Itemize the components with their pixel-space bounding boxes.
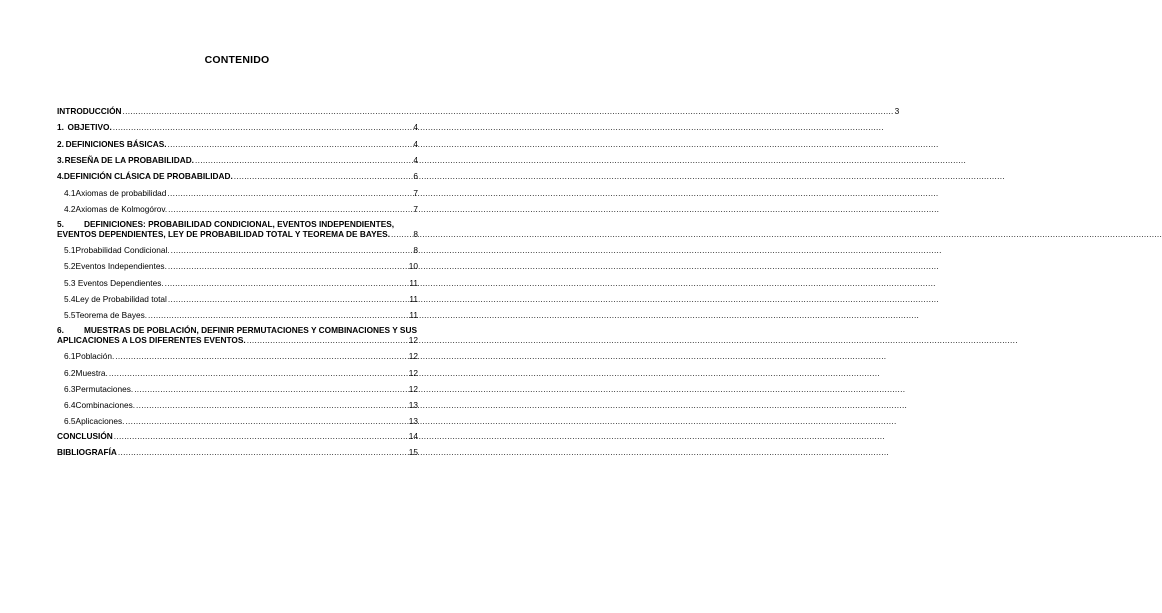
dot-leader [134,384,408,394]
toc-page-number: 3 [894,106,900,116]
toc-entry-eventos-dependientes[interactable] [57,278,418,288]
toc-label: Permutaciones. [75,384,134,394]
toc-label: Axiomas de Kolmogórov. [75,204,168,214]
toc-page-number: 8 [413,229,418,239]
toc-page-number: 14 [408,431,418,441]
toc-page-number: 8 [413,245,418,255]
toc-page-number: 4 [413,122,418,132]
toc-number: 1. [57,122,64,132]
toc-number: 5.4 [64,294,76,304]
dot-leader [113,122,413,132]
toc-entry-poblacion[interactable] [57,351,418,361]
toc-label-line1: DEFINICIONES: PROBABILIDAD CONDICIONAL, EVENTOS INDEPENDIENTES, [84,219,395,229]
toc-number: 5.3 [64,278,76,288]
toc-page-number: 7 [413,188,418,198]
dot-leader [391,229,412,239]
dot-leader [171,245,413,255]
toc-page-number: 13 [408,416,418,426]
page-title: CONTENIDO [204,54,270,66]
toc-page-number: 12 [408,384,418,394]
dot-leader [125,416,407,426]
toc-label: RESEÑA DE LA PROBABILIDAD. [64,155,194,165]
toc-label: INTRODUCCIÓN [57,106,122,116]
toc-page-number: 4 [413,139,418,149]
toc-page-number: 11 [409,294,418,304]
dot-leader [167,188,412,198]
toc-page-number: 13 [408,400,418,410]
toc-entry-combinaciones[interactable] [57,400,418,410]
toc-number: 6.3 [64,384,76,394]
dot-leader [168,139,413,149]
toc-entry-muestra[interactable] [57,368,418,378]
toc-entry-aplicaciones[interactable] [57,416,418,426]
toc-page-number: 7 [413,204,418,214]
toc-page-number: 11 [409,278,418,288]
toc-entry-axiomas-probabilidad[interactable] [57,188,418,198]
toc-entry-definicion-clasica[interactable] [57,171,418,181]
toc-page-number: 12 [408,351,418,361]
toc-entry-teorema-bayes[interactable] [57,310,418,320]
toc-number: 2. [57,139,64,149]
toc-number: 6.4 [64,400,76,410]
toc-entry-bibliografia[interactable] [57,447,418,457]
toc-entry-permutaciones[interactable] [57,384,418,394]
toc-entry-ley-probabilidad-total[interactable] [57,294,418,304]
toc-label: Población. [75,351,115,361]
toc-entry-axiomas-kolmogorov[interactable] [57,204,418,214]
toc-entry-probabilidad-condicional[interactable] [57,245,418,255]
toc-number: 4.1 [64,188,76,198]
dot-leader [234,171,413,181]
dot-leader [136,400,408,410]
toc-label: OBJETIVO. [67,122,112,132]
dot-leader [148,310,408,320]
toc-page-number: 12 [408,368,418,378]
toc-entry-conclusion[interactable] [57,431,418,441]
toc-number: 4. [57,171,64,181]
toc-number: 4.2 [64,204,76,214]
toc-entry-resena[interactable] [57,155,418,165]
toc-page-number: 15 [408,447,418,457]
toc-label: DEFINICIONES BÁSICAS. [65,139,167,149]
dot-leader [118,447,408,457]
dot-leader [195,155,412,165]
toc-label: Teorema de Bayes. [75,310,148,320]
toc-label-line1: MUESTRAS DE POBLACIÓN, DEFINIR PERMUTACIONES Y COMBINACIONES Y SUS [84,325,417,335]
dot-leader [168,261,408,271]
toc-entry-muestras-poblacion[interactable] [57,325,418,345]
toc-label: Probabilidad Condicional. [75,245,170,255]
toc-entry-objetivo[interactable] [57,122,418,132]
dot-leader [168,204,412,214]
dot-leader [165,278,409,288]
toc-number: 5.1 [64,245,76,255]
dot-leader [109,368,408,378]
toc-label: Aplicaciones. [75,416,125,426]
toc-number: 6.1 [64,351,76,361]
toc-entry-definiciones-probabilidad-condicional[interactable] [57,219,418,239]
toc-label: Axiomas de probabilidad [75,188,167,198]
toc-entry-introduccion[interactable] [57,106,899,116]
toc-label: CONCLUSIÓN [57,431,113,441]
toc-page-number: 4 [413,155,418,165]
toc-label: DEFINICIÓN CLÁSICA DE PROBABILIDAD. [63,171,233,181]
toc-page-number: 11 [409,310,418,320]
toc-label: Eventos Dependientes. [75,278,164,288]
dot-leader [123,106,894,116]
dot-leader [247,335,408,345]
toc-number: 6.2 [64,368,76,378]
toc-entry-definiciones-basicas[interactable] [57,139,418,149]
toc-label: Ley de Probabilidad total [75,294,167,304]
toc-label: Combinaciones. [75,400,136,410]
toc-entry-eventos-independientes[interactable] [57,261,418,271]
toc-number: 5.5 [64,310,76,320]
toc-label: EVENTOS DEPENDIENTES, LEY DE PROBABILIDAD TOTAL Y TEOREMA DE BAYES. [57,229,391,239]
toc-label: Muestra. [75,368,108,378]
toc-number: 5. [57,219,64,229]
toc-number: 6. [57,325,64,335]
toc-page-number: 12 [408,335,418,345]
toc-number: 3. [57,155,64,165]
toc-number: 6.5 [64,416,76,426]
toc-label: BIBLIOGRAFÍA [57,447,117,457]
toc-label: APLICACIONES A LOS DIFERENTES EVENTOS. [57,335,246,345]
toc-page-number: 10 [408,261,418,271]
dot-leader [168,294,408,304]
dot-leader [114,431,408,441]
toc-label: Eventos Independientes. [75,261,167,271]
toc-number: 5.2 [64,261,76,271]
toc-page-number: 6 [413,171,418,181]
dot-leader [115,351,407,361]
